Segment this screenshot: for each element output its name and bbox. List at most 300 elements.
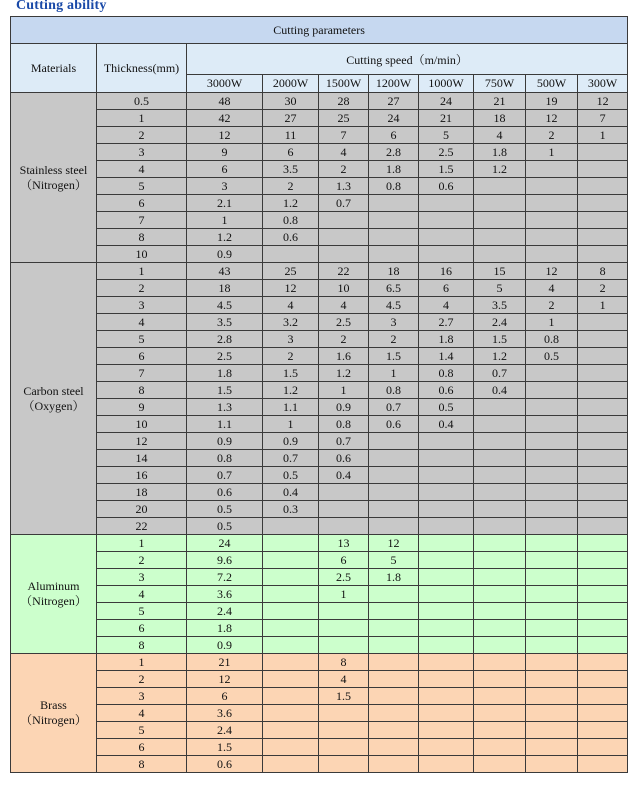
- speed-cell: 1.2: [474, 161, 526, 178]
- speed-cell: [319, 603, 369, 620]
- speed-cell: 0.8: [419, 365, 474, 382]
- table-row: [11, 127, 628, 144]
- speed-cell: 0.8: [263, 212, 319, 229]
- table-row: [11, 603, 628, 620]
- speed-cell: 0.6: [319, 450, 369, 467]
- speed-cell: [578, 195, 628, 212]
- speed-cell: [263, 586, 319, 603]
- speed-cell: 1.3: [319, 178, 369, 195]
- speed-cell: 3.5: [263, 161, 319, 178]
- speed-cell: 1.1: [263, 399, 319, 416]
- speed-cell: [526, 722, 578, 739]
- speed-cell: [319, 705, 369, 722]
- speed-cell: [263, 637, 319, 654]
- table-row: [11, 365, 628, 382]
- speed-cell: [578, 569, 628, 586]
- thickness-cell: 14: [97, 450, 187, 467]
- speed-cell: [578, 246, 628, 263]
- power-header-750w: 750W: [474, 75, 526, 93]
- speed-cell: [419, 705, 474, 722]
- material-name: Carbon steel: [23, 383, 84, 398]
- speed-cell: [578, 484, 628, 501]
- speed-cell: [419, 569, 474, 586]
- speed-cell: [319, 518, 369, 535]
- table-row: [11, 263, 628, 280]
- speed-cell: 1: [578, 127, 628, 144]
- speed-cell: 1.8: [187, 620, 263, 637]
- thickness-cell: 0.5: [97, 93, 187, 110]
- speed-cell: 0.6: [419, 178, 474, 195]
- speed-cell: [578, 501, 628, 518]
- speed-cell: 0.6: [187, 484, 263, 501]
- thickness-cell: 10: [97, 246, 187, 263]
- speed-cell: [474, 603, 526, 620]
- thickness-cell: 3: [97, 569, 187, 586]
- speed-cell: 12: [526, 110, 578, 127]
- speed-cell: [319, 501, 369, 518]
- speed-cell: [526, 212, 578, 229]
- speed-cell: [263, 620, 319, 637]
- thickness-cell: 7: [97, 365, 187, 382]
- speed-cell: 0.8: [369, 178, 419, 195]
- speed-cell: 7: [319, 127, 369, 144]
- speed-cell: [419, 739, 474, 756]
- speed-cell: [578, 161, 628, 178]
- speed-cell: 0.9: [187, 246, 263, 263]
- speed-cell: [369, 688, 419, 705]
- speed-cell: 1.5: [263, 365, 319, 382]
- speed-cell: [474, 399, 526, 416]
- table-row: [11, 348, 628, 365]
- speed-cell: 1.8: [369, 161, 419, 178]
- speed-cell: 1.6: [319, 348, 369, 365]
- speed-cell: [369, 586, 419, 603]
- speed-cell: 8: [319, 654, 369, 671]
- speed-cell: 2.8: [369, 144, 419, 161]
- speed-cell: [578, 620, 628, 637]
- speed-cell: 1.5: [419, 161, 474, 178]
- speed-cell: 4: [419, 297, 474, 314]
- speed-cell: [578, 705, 628, 722]
- speed-cell: [263, 569, 319, 586]
- table-row: [11, 450, 628, 467]
- speed-cell: 6: [263, 144, 319, 161]
- materials-header: Materials: [11, 44, 97, 93]
- table-row: [11, 93, 628, 110]
- speed-cell: [526, 195, 578, 212]
- speed-cell: [263, 756, 319, 773]
- speed-cell: 0.7: [319, 195, 369, 212]
- speed-cell: 21: [474, 93, 526, 110]
- speed-cell: 1.2: [187, 229, 263, 246]
- speed-cell: 9: [187, 144, 263, 161]
- speed-cell: 0.7: [319, 433, 369, 450]
- speed-cell: 0.9: [187, 637, 263, 654]
- table-row: [11, 314, 628, 331]
- speed-cell: 24: [369, 110, 419, 127]
- speed-cell: [578, 586, 628, 603]
- table-row: [11, 756, 628, 773]
- speed-cell: [263, 671, 319, 688]
- speed-cell: 27: [263, 110, 319, 127]
- thickness-cell: 7: [97, 212, 187, 229]
- thickness-cell: 5: [97, 603, 187, 620]
- speed-cell: [419, 450, 474, 467]
- speed-cell: 6: [369, 127, 419, 144]
- speed-cell: [526, 739, 578, 756]
- speed-cell: [474, 467, 526, 484]
- speed-cell: [578, 518, 628, 535]
- speed-cell: [526, 671, 578, 688]
- speed-cell: [369, 450, 419, 467]
- speed-cell: [369, 620, 419, 637]
- thickness-cell: 8: [97, 382, 187, 399]
- material-gas: （Nitrogen）: [20, 177, 87, 192]
- speed-cell: [419, 535, 474, 552]
- speed-cell: [319, 739, 369, 756]
- speed-cell: 3.5: [474, 297, 526, 314]
- speed-cell: [419, 586, 474, 603]
- speed-cell: [578, 722, 628, 739]
- speed-cell: [474, 552, 526, 569]
- table-row: [11, 501, 628, 518]
- speed-cell: 27: [369, 93, 419, 110]
- speed-cell: [319, 722, 369, 739]
- speed-cell: [263, 739, 319, 756]
- speed-cell: [474, 722, 526, 739]
- thickness-cell: 6: [97, 195, 187, 212]
- thickness-cell: 5: [97, 178, 187, 195]
- speed-cell: [369, 484, 419, 501]
- thickness-cell: 9: [97, 399, 187, 416]
- speed-cell: 1: [526, 314, 578, 331]
- table-row: [11, 144, 628, 161]
- thickness-cell: 16: [97, 467, 187, 484]
- speed-cell: 4: [263, 297, 319, 314]
- speed-cell: [419, 433, 474, 450]
- table-row: [11, 416, 628, 433]
- speed-cell: 4.5: [187, 297, 263, 314]
- speed-cell: 24: [419, 93, 474, 110]
- material-cell: [11, 654, 97, 773]
- speed-cell: 1: [187, 212, 263, 229]
- thickness-cell: 4: [97, 586, 187, 603]
- speed-cell: [526, 229, 578, 246]
- speed-cell: [419, 654, 474, 671]
- speed-cell: [526, 603, 578, 620]
- speed-cell: 48: [187, 93, 263, 110]
- speed-cell: 2.4: [187, 603, 263, 620]
- speed-cell: [578, 416, 628, 433]
- speed-cell: [578, 739, 628, 756]
- speed-cell: [474, 671, 526, 688]
- speed-cell: [526, 637, 578, 654]
- table-row: [11, 161, 628, 178]
- speed-cell: 2.4: [187, 722, 263, 739]
- table-row: [11, 484, 628, 501]
- speed-cell: 0.6: [419, 382, 474, 399]
- speed-cell: [474, 501, 526, 518]
- speed-cell: 3.2: [263, 314, 319, 331]
- speed-cell: [578, 535, 628, 552]
- speed-cell: [526, 552, 578, 569]
- material-gas: （Nitrogen）: [20, 713, 87, 727]
- speed-cell: 6: [319, 552, 369, 569]
- speed-cell: 10: [319, 280, 369, 297]
- material-name: Brass: [40, 698, 67, 712]
- thickness-cell: 4: [97, 705, 187, 722]
- speed-cell: [474, 433, 526, 450]
- speed-cell: [526, 246, 578, 263]
- material-name: Stainless steel: [19, 162, 88, 177]
- speed-cell: 5: [474, 280, 526, 297]
- speed-cell: [319, 484, 369, 501]
- speed-cell: [526, 756, 578, 773]
- speed-cell: 0.7: [263, 450, 319, 467]
- speed-cell: [526, 688, 578, 705]
- thickness-cell: 2: [97, 280, 187, 297]
- cutting-parameters-table: [10, 16, 628, 773]
- speed-cell: [419, 688, 474, 705]
- speed-cell: 12: [187, 671, 263, 688]
- speed-cell: [526, 518, 578, 535]
- speed-cell: [578, 178, 628, 195]
- speed-cell: 4: [474, 127, 526, 144]
- thickness-cell: 8: [97, 637, 187, 654]
- speed-cell: [526, 161, 578, 178]
- speed-cell: [578, 603, 628, 620]
- speed-cell: 0.4: [419, 416, 474, 433]
- thickness-cell: 20: [97, 501, 187, 518]
- speed-cell: [419, 195, 474, 212]
- speed-cell: [419, 246, 474, 263]
- speed-cell: 15: [474, 263, 526, 280]
- speed-cell: [319, 756, 369, 773]
- speed-cell: 0.3: [263, 501, 319, 518]
- speed-cell: 3.6: [187, 586, 263, 603]
- speed-cell: [263, 246, 319, 263]
- speed-cell: 0.8: [319, 416, 369, 433]
- speed-cell: 1.8: [369, 569, 419, 586]
- speed-cell: 0.9: [263, 433, 319, 450]
- speed-cell: [578, 212, 628, 229]
- speed-cell: 4: [319, 671, 369, 688]
- speed-cell: 0.5: [526, 348, 578, 365]
- table-row: [11, 433, 628, 450]
- speed-cell: 8: [578, 263, 628, 280]
- power-header-2000w: 2000W: [263, 75, 319, 93]
- speed-cell: 1.2: [263, 382, 319, 399]
- thickness-cell: 3: [97, 297, 187, 314]
- speed-cell: [369, 229, 419, 246]
- power-header-1500w: 1500W: [319, 75, 369, 93]
- speed-cell: [578, 450, 628, 467]
- thickness-cell: 4: [97, 314, 187, 331]
- speed-cell: [578, 331, 628, 348]
- speed-cell: 22: [319, 263, 369, 280]
- speed-cell: [419, 212, 474, 229]
- speed-cell: 2.5: [319, 314, 369, 331]
- speed-cell: 25: [319, 110, 369, 127]
- speed-cell: [369, 246, 419, 263]
- speed-cell: [474, 535, 526, 552]
- speed-cell: [474, 450, 526, 467]
- speed-cell: 42: [187, 110, 263, 127]
- speed-cell: [474, 756, 526, 773]
- speed-cell: [419, 603, 474, 620]
- speed-cell: 12: [369, 535, 419, 552]
- speed-cell: [263, 688, 319, 705]
- speed-cell: [578, 365, 628, 382]
- table-body: [11, 93, 628, 773]
- speed-cell: 12: [187, 127, 263, 144]
- thickness-cell: 5: [97, 722, 187, 739]
- speed-cell: 3.5: [187, 314, 263, 331]
- speed-cell: [369, 433, 419, 450]
- speed-cell: [526, 467, 578, 484]
- speed-cell: 1: [319, 382, 369, 399]
- speed-cell: 18: [369, 263, 419, 280]
- power-header-300w: 300W: [578, 75, 628, 93]
- cutting-speed-header: Cutting speed（m/min）: [187, 44, 628, 75]
- speed-cell: 5: [419, 127, 474, 144]
- speed-cell: 0.5: [187, 518, 263, 535]
- speed-cell: 2.8: [187, 331, 263, 348]
- speed-cell: 1.2: [263, 195, 319, 212]
- speed-cell: 2: [526, 127, 578, 144]
- thickness-cell: 6: [97, 620, 187, 637]
- speed-cell: [474, 229, 526, 246]
- speed-cell: [474, 416, 526, 433]
- speed-cell: 1: [369, 365, 419, 382]
- material-cell: [11, 535, 97, 654]
- speed-cell: [319, 229, 369, 246]
- speed-cell: [526, 416, 578, 433]
- material-cell: [11, 263, 97, 535]
- speed-cell: [526, 484, 578, 501]
- table-row: [11, 467, 628, 484]
- speed-cell: 2: [526, 297, 578, 314]
- speed-cell: 4.5: [369, 297, 419, 314]
- material-cell: [11, 93, 97, 263]
- speed-cell: [369, 501, 419, 518]
- speed-cell: 0.5: [419, 399, 474, 416]
- speed-cell: [419, 552, 474, 569]
- speed-cell: 3.6: [187, 705, 263, 722]
- speed-cell: 0.8: [187, 450, 263, 467]
- speed-cell: 2: [263, 178, 319, 195]
- speed-cell: 1.1: [187, 416, 263, 433]
- speed-cell: 2: [578, 280, 628, 297]
- speed-cell: 2: [263, 348, 319, 365]
- speed-cell: 1: [578, 297, 628, 314]
- speed-cell: 1: [526, 144, 578, 161]
- table-row: [11, 178, 628, 195]
- speed-cell: 25: [263, 263, 319, 280]
- speed-cell: [474, 178, 526, 195]
- power-header-1000w: 1000W: [419, 75, 474, 93]
- table-row: [11, 705, 628, 722]
- speed-cell: [578, 382, 628, 399]
- speed-cell: 1.5: [187, 382, 263, 399]
- table-row: [11, 280, 628, 297]
- power-header-3000w: 3000W: [187, 75, 263, 93]
- thickness-cell: 2: [97, 552, 187, 569]
- speed-cell: 21: [419, 110, 474, 127]
- speed-cell: [474, 569, 526, 586]
- speed-cell: [526, 620, 578, 637]
- thickness-cell: 18: [97, 484, 187, 501]
- speed-cell: 0.6: [263, 229, 319, 246]
- speed-cell: [474, 705, 526, 722]
- thickness-cell: 1: [97, 654, 187, 671]
- speed-cell: 1: [263, 416, 319, 433]
- speed-cell: [419, 756, 474, 773]
- speed-cell: [578, 637, 628, 654]
- speed-cell: 30: [263, 93, 319, 110]
- table-row: [11, 722, 628, 739]
- speed-cell: [578, 671, 628, 688]
- speed-cell: [263, 603, 319, 620]
- table-title: Cutting parameters: [11, 17, 628, 44]
- speed-cell: 0.5: [263, 467, 319, 484]
- speed-cell: [419, 671, 474, 688]
- speed-cell: [526, 433, 578, 450]
- thickness-cell: 8: [97, 229, 187, 246]
- speed-cell: [526, 705, 578, 722]
- speed-cell: [578, 467, 628, 484]
- speed-cell: [474, 654, 526, 671]
- speed-cell: [419, 501, 474, 518]
- speed-cell: 21: [187, 654, 263, 671]
- speed-cell: 1.2: [319, 365, 369, 382]
- speed-cell: 19: [526, 93, 578, 110]
- speed-cell: 18: [187, 280, 263, 297]
- speed-cell: [526, 178, 578, 195]
- speed-cell: 24: [187, 535, 263, 552]
- speed-cell: [369, 739, 419, 756]
- speed-cell: 4: [526, 280, 578, 297]
- speed-cell: [578, 144, 628, 161]
- speed-cell: 1.8: [474, 144, 526, 161]
- speed-cell: 3: [187, 178, 263, 195]
- speed-cell: [369, 705, 419, 722]
- speed-cell: 1.5: [319, 688, 369, 705]
- table-row: [11, 535, 628, 552]
- speed-cell: 7.2: [187, 569, 263, 586]
- table-row: [11, 620, 628, 637]
- speed-cell: 2.1: [187, 195, 263, 212]
- speed-cell: [263, 552, 319, 569]
- speed-cell: 28: [319, 93, 369, 110]
- speed-cell: [526, 382, 578, 399]
- thickness-cell: 6: [97, 348, 187, 365]
- speed-cell: 2.7: [419, 314, 474, 331]
- table-row: [11, 331, 628, 348]
- table-row: [11, 671, 628, 688]
- speed-cell: [419, 722, 474, 739]
- table-row: [11, 297, 628, 314]
- thickness-cell: 12: [97, 433, 187, 450]
- thickness-cell: 1: [97, 110, 187, 127]
- speed-cell: 1: [319, 586, 369, 603]
- speed-cell: [319, 637, 369, 654]
- speed-cell: [419, 467, 474, 484]
- speed-cell: 2: [319, 161, 369, 178]
- speed-cell: [578, 229, 628, 246]
- material-name: Aluminum: [27, 579, 80, 593]
- speed-cell: 12: [526, 263, 578, 280]
